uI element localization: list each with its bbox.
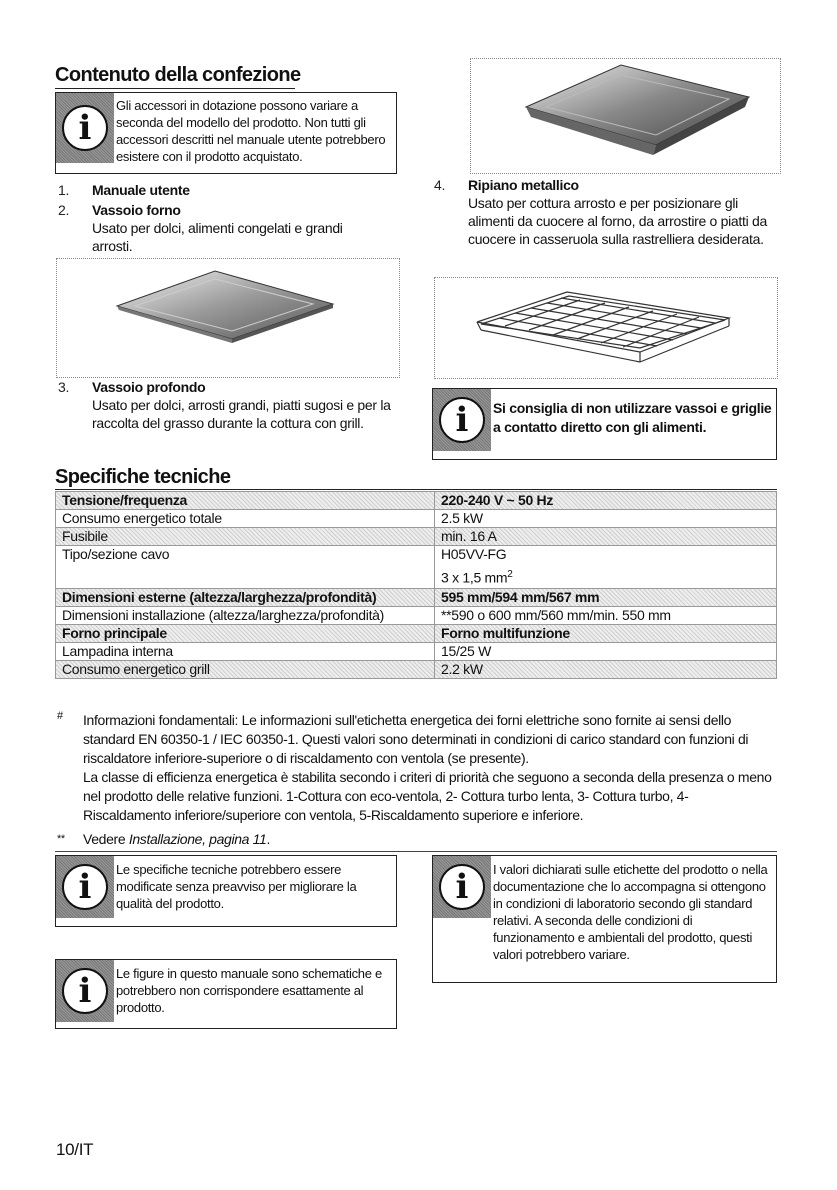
item-number: 3.	[58, 379, 70, 395]
footnote-star	[57, 830, 773, 849]
item-number: 2.	[58, 202, 70, 218]
spec-value-2	[441, 566, 770, 587]
list-item	[58, 181, 398, 199]
page-number: 10/IT	[56, 1140, 94, 1159]
table-row	[56, 661, 777, 679]
info-icon-box	[56, 856, 114, 918]
spec-value-2-text: 3 x 1,5 mm	[441, 569, 508, 586]
note-specs-change	[55, 855, 397, 927]
spec-label: Lampadina interna	[56, 643, 435, 661]
spec-table	[55, 491, 777, 679]
footnote-hash-mark: #	[57, 710, 63, 722]
wire-shelf-illustration	[435, 278, 777, 378]
info-icon: i	[439, 397, 485, 443]
table-row	[56, 492, 777, 510]
spec-label: Dimensioni installazione (altezza/larghezza/profondità)	[56, 607, 435, 625]
note-specs-change-text: Le specifiche tecniche potrebbero essere modificate senza preavviso per migliorare la qualità del prodotto.	[116, 862, 357, 911]
spec-value: H05VV-FG	[441, 546, 507, 562]
spec-label: Dimensioni esterne (altezza/larghezza/profondità)	[56, 589, 435, 607]
list-item	[58, 378, 403, 438]
spec-value: Forno multifunzione	[435, 625, 777, 643]
footnote-hash-text-1: Informazioni fondamentali: Le informazioni sull'etichetta energetica dei forni elettriche sono fornite ai sensi dello standard EN 60350-1 / IEC 60350-1. Questi valori sono determinati in condizioni di carico standard con funzioni di riscaldatore inferiore-superiore o di riscaldamento con ventola (se presente).	[83, 712, 749, 766]
deep-tray-image	[470, 58, 781, 174]
note-accessories	[55, 92, 397, 174]
list-item	[58, 201, 398, 259]
note-figures	[55, 959, 397, 1029]
item-title: Vassoio forno	[92, 202, 181, 218]
table-row	[56, 546, 777, 589]
list-item	[434, 176, 779, 272]
item-title: Vassoio profondo	[92, 379, 206, 395]
spec-value-2-sup: 2	[507, 569, 513, 580]
spec-value: min. 16 A	[435, 528, 777, 546]
info-icon: i	[62, 968, 108, 1014]
note-contact	[432, 388, 777, 460]
specs-title-rule	[55, 489, 777, 490]
footnote-hash	[57, 710, 773, 825]
item-number: 1.	[58, 182, 70, 198]
info-icon-box	[433, 856, 491, 918]
spec-value: 2.5 kW	[435, 510, 777, 528]
footnote-star-suffix: .	[266, 831, 271, 847]
spec-label: Consumo energetico totale	[56, 510, 435, 528]
spec-value: 15/25 W	[435, 643, 777, 661]
tray-illustration	[57, 259, 399, 377]
spec-label: Forno principale	[56, 625, 435, 643]
note-contact-text: Si consiglia di non utilizzare vassoi e griglie a contatto diretto con gli alimenti.	[493, 400, 772, 435]
spec-value-cell	[435, 546, 777, 589]
table-row	[56, 510, 777, 528]
item-description: Usato per cottura arrosto e per posizionare gli alimenti da cuocere al forno, da arrostire o piatti da cuocere in casseruola sulla rastrelliera desiderata.	[468, 195, 767, 247]
spec-label: Fusibile	[56, 528, 435, 546]
specs-title: Specifiche tecniche	[55, 466, 231, 488]
deep-tray-illustration	[471, 59, 780, 173]
note-values-text: I valori dichiarati sulle etichette del prodotto o nella documentazione che lo accompagna si ottengono in condizioni di laboratorio secondo gli standard relativi. A seconda delle condizioni di funzionamento e ambientali del prodotto, questi valori potrebbero variare.	[493, 862, 768, 962]
info-icon-box	[56, 93, 114, 163]
item-number: 4.	[434, 177, 446, 193]
spec-value: **590 o 600 mm/560 mm/min. 550 mm	[435, 607, 777, 625]
info-icon-box	[56, 960, 114, 1022]
item-description: Usato per dolci, alimenti congelati e grandi arrosti.	[92, 220, 343, 254]
info-icon-box	[433, 389, 491, 451]
tray-image	[56, 258, 400, 378]
spec-label: Tipo/sezione cavo	[56, 546, 435, 589]
footnote-star-link[interactable]: Installazione, pagina 11	[128, 831, 267, 847]
contents-title: Contenuto della confezione	[55, 64, 301, 86]
spec-value: 2.2 kW	[435, 661, 777, 679]
table-row	[56, 625, 777, 643]
note-values	[432, 855, 777, 983]
spec-label: Consumo energetico grill	[56, 661, 435, 679]
footnote-hash-text-2: La classe di efficienza energetica è stabilita secondo i criteri di priorità che seguono a seconda della presenza o meno nel prodotto delle relative funzioni. 1-Cottura con eco-ventola, 2- Cottura turbo lenta, 3- Cottura turbo, 4- Riscaldamento inferiore/superiore con ventola, 5-Riscaldamento superiore e inferiore.	[83, 769, 772, 823]
wire-shelf-image	[434, 277, 778, 379]
item-title: Manuale utente	[92, 182, 190, 198]
table-row	[56, 607, 777, 625]
info-icon: i	[439, 864, 485, 910]
spec-value: 595 mm/594 mm/567 mm	[435, 589, 777, 607]
table-row	[56, 643, 777, 661]
spec-label: Tensione/frequenza	[56, 492, 435, 510]
item-description: Usato per dolci, arrosti grandi, piatti sugosi e per la raccolta del grasso durante la cottura con grill.	[92, 397, 391, 431]
footnote-star-prefix: Vedere	[83, 831, 129, 847]
footnote-star-mark: **	[57, 833, 65, 845]
info-icon: i	[62, 105, 108, 151]
table-row	[56, 528, 777, 546]
contents-title-rule	[55, 88, 295, 89]
spec-value: 220-240 V ~ 50 Hz	[435, 492, 777, 510]
note-accessories-text: Gli accessori in dotazione possono variare a seconda del modello del prodotto. Non tutti gli accessori descritti nel manuale utente potrebbero esistere con il prodotto acquistato.	[116, 98, 386, 164]
note-figures-text: Le figure in questo manuale sono schematiche e potrebbero non corrispondere esattamente al prodotto.	[116, 966, 382, 1015]
item-title: Ripiano metallico	[468, 177, 579, 193]
footnote-rule	[55, 851, 777, 852]
info-icon: i	[62, 864, 108, 910]
table-row	[56, 589, 777, 607]
